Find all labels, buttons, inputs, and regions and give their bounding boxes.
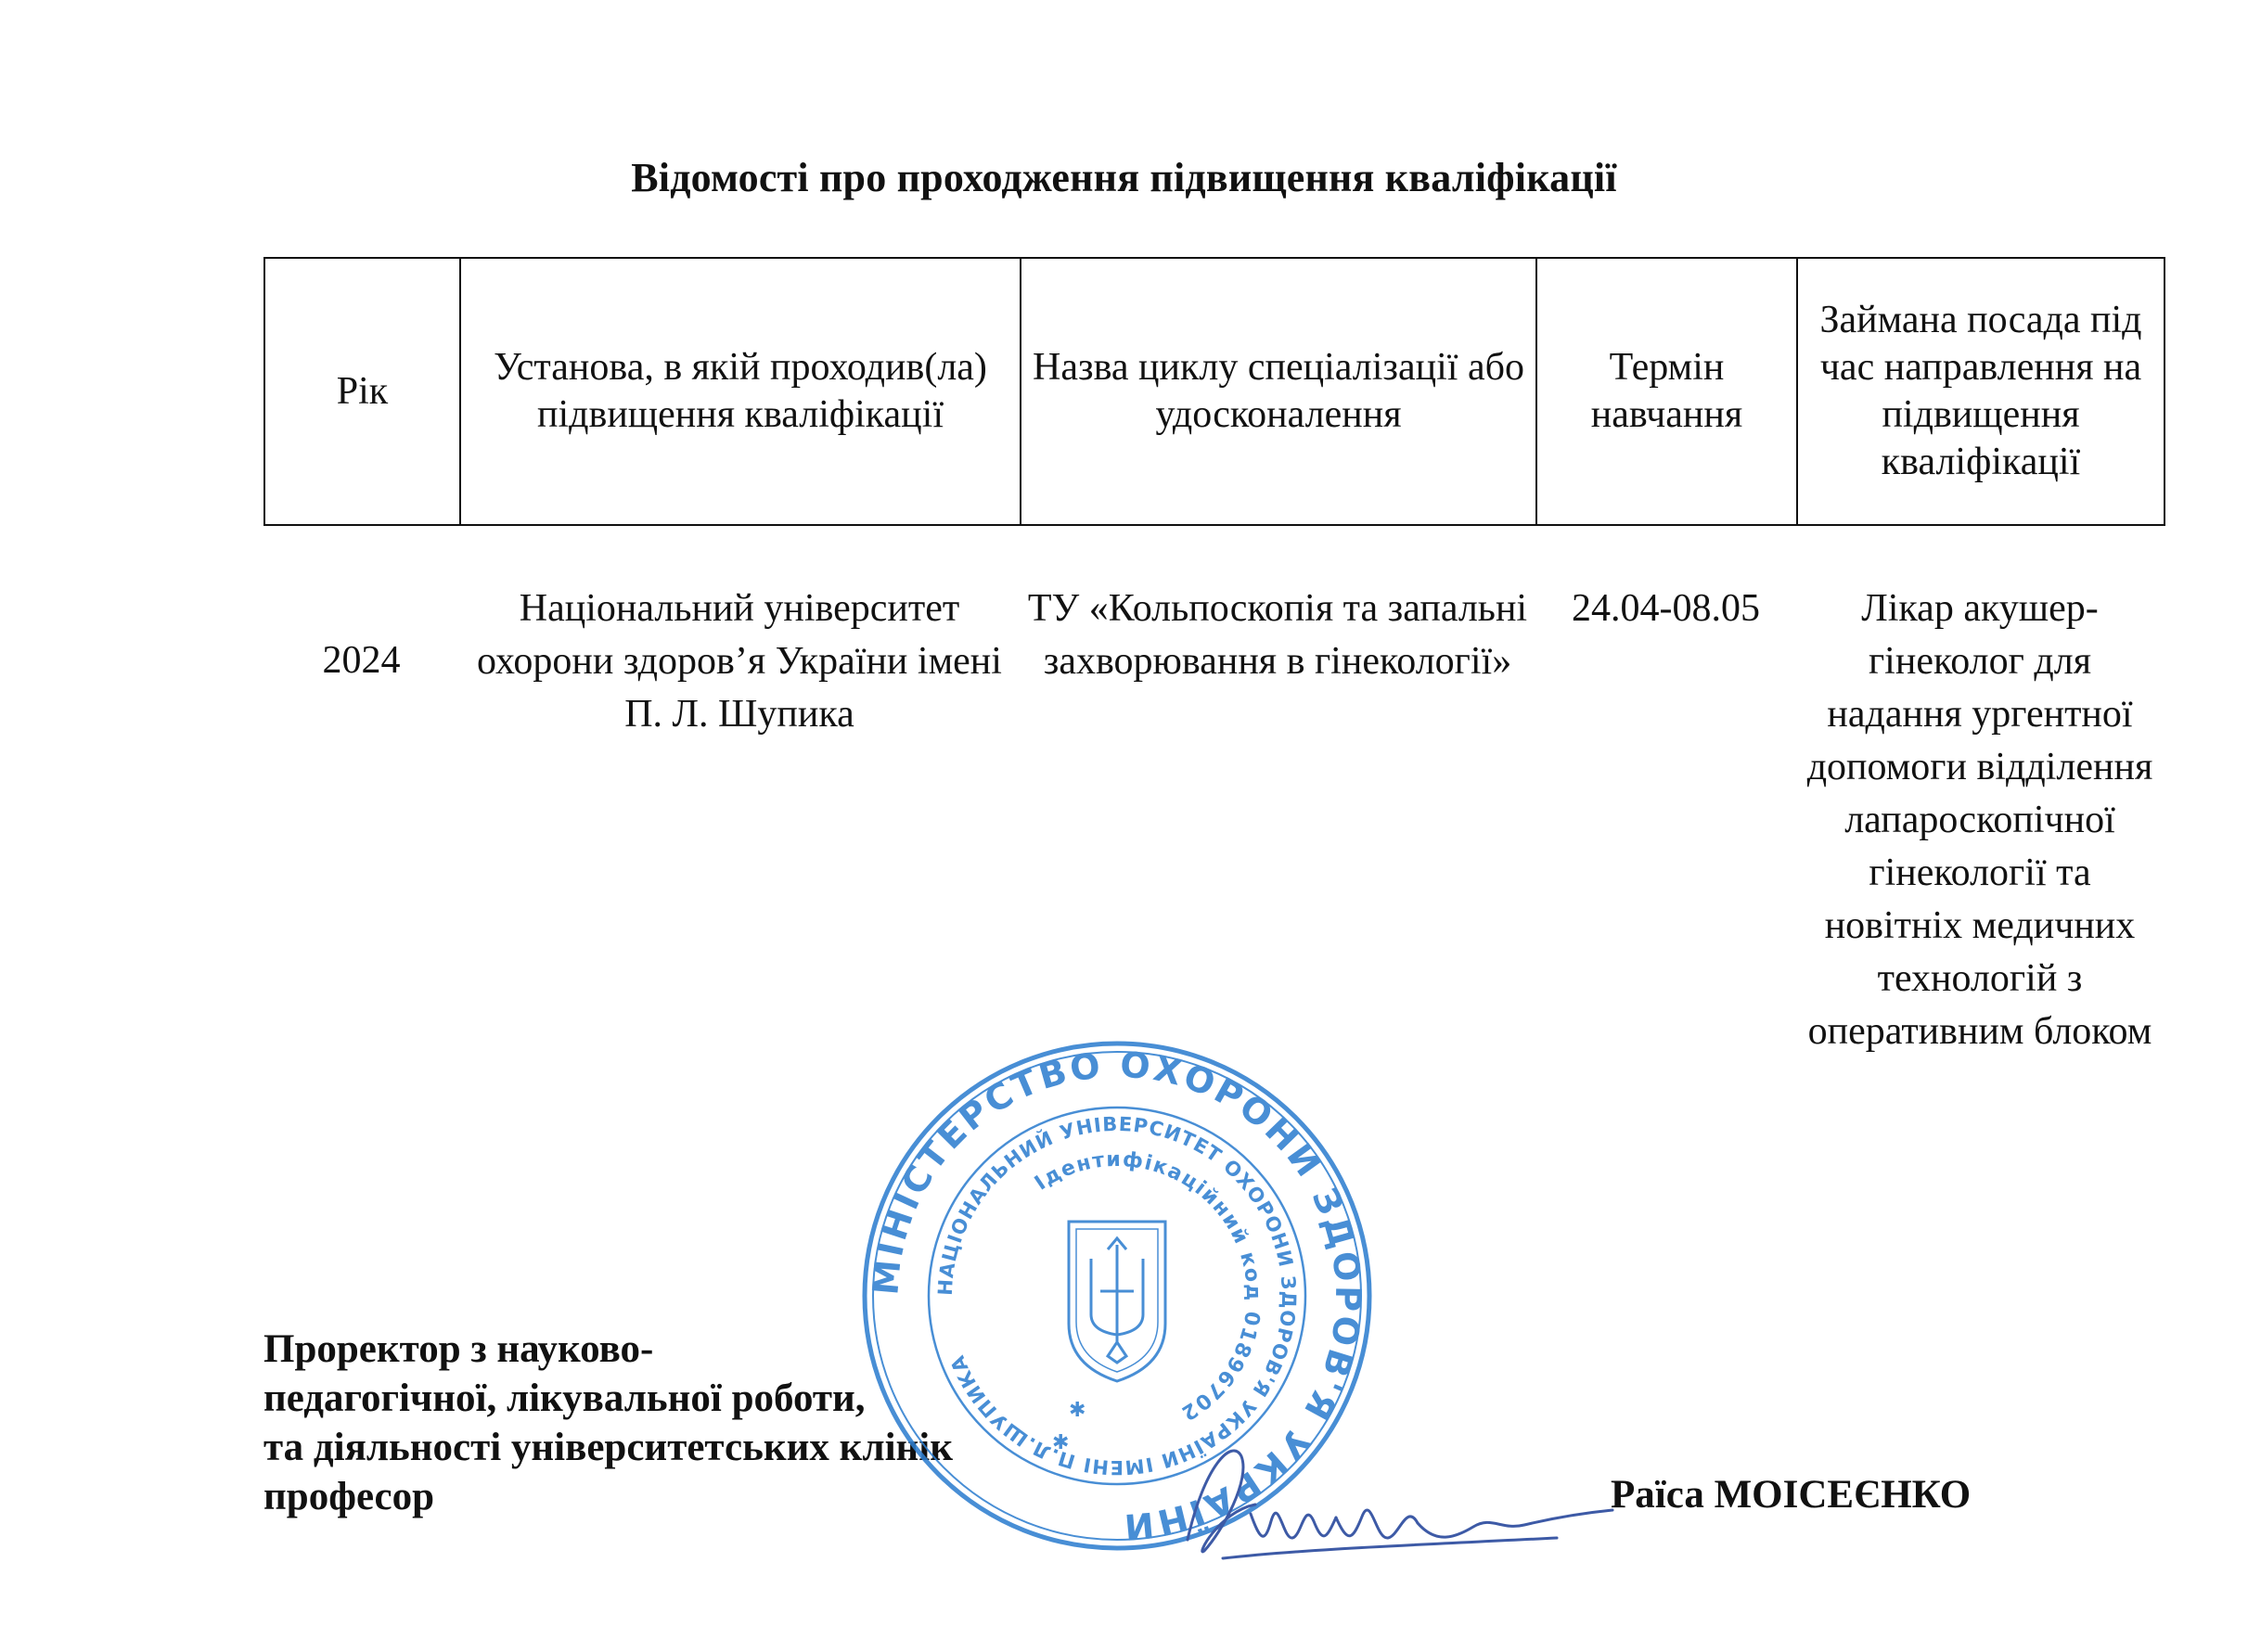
- stamp-code-textpath: Ідентифікаційний код 01896702: [1031, 1147, 1265, 1426]
- signatory-line: Проректор з науково-: [263, 1327, 654, 1371]
- stamp-code-text: [1031, 1148, 1265, 1426]
- signatory-line: професор: [263, 1475, 435, 1518]
- signatory-line: педагогічної, лікувальної роботи,: [263, 1377, 866, 1420]
- trident-emblem-icon: [1069, 1222, 1165, 1381]
- header-institution: Установа, в якій проходив(ла) підвищення кваліфікації: [460, 258, 1021, 525]
- header-year: Рік: [264, 258, 460, 525]
- cell-term: 24.04-08.05: [1572, 587, 1760, 630]
- table-row: [263, 583, 2164, 1058]
- signatory-name: Раїса МОІСЕЄНКО: [1611, 1473, 1972, 1517]
- header-position: Займана посада під час направлення на підвищення кваліфікації: [1797, 258, 2165, 525]
- header-cycle: Назва циклу спеціалізації або удосконалення: [1021, 258, 1536, 525]
- cell-institution: Національний університет охорони здоров’я України імені П. Л. Шупика: [477, 587, 1002, 736]
- stamp-star-icons: [1052, 1398, 1085, 1454]
- cell-year: 2024: [322, 639, 401, 682]
- stamp-star-icon: ✱: [1052, 1430, 1070, 1454]
- stamp-star-icon: ✱: [1069, 1398, 1086, 1421]
- header-term: Термін навчання: [1536, 258, 1797, 525]
- qualification-table-header: [263, 257, 2165, 526]
- signatory-title: [263, 1325, 953, 1521]
- stamp-outer-textpath: МІНІСТЕРСТВО ОХОРОНИ ЗДОРОВ'Я УКРАЇНИ: [865, 1044, 1369, 1548]
- signatory-line: та діяльності університетських клінік: [263, 1426, 954, 1469]
- page-title: Відомості про проходження підвищення кваліфікації: [631, 155, 1617, 200]
- cell-cycle: ТУ «Кольпоскопія та запальні захворювання в гінекології»: [1027, 587, 1528, 683]
- stamp-inner-textpath: НАЦІОНАЛЬНИЙ УНІВЕРСИТЕТ ОХОРОНИ ЗДОРОВ'Я УКРАЇНИ ІМЕНІ П.Л.ШУПИКА: [933, 1112, 1301, 1479]
- handwritten-signature: [1167, 1428, 1631, 1568]
- cell-position: Лікар акушер-гінеколог для надання ургентної допомоги відділення лапароскопічної гінекології та новітніх медичних технологій з оперативним блоком: [1806, 587, 2153, 1053]
